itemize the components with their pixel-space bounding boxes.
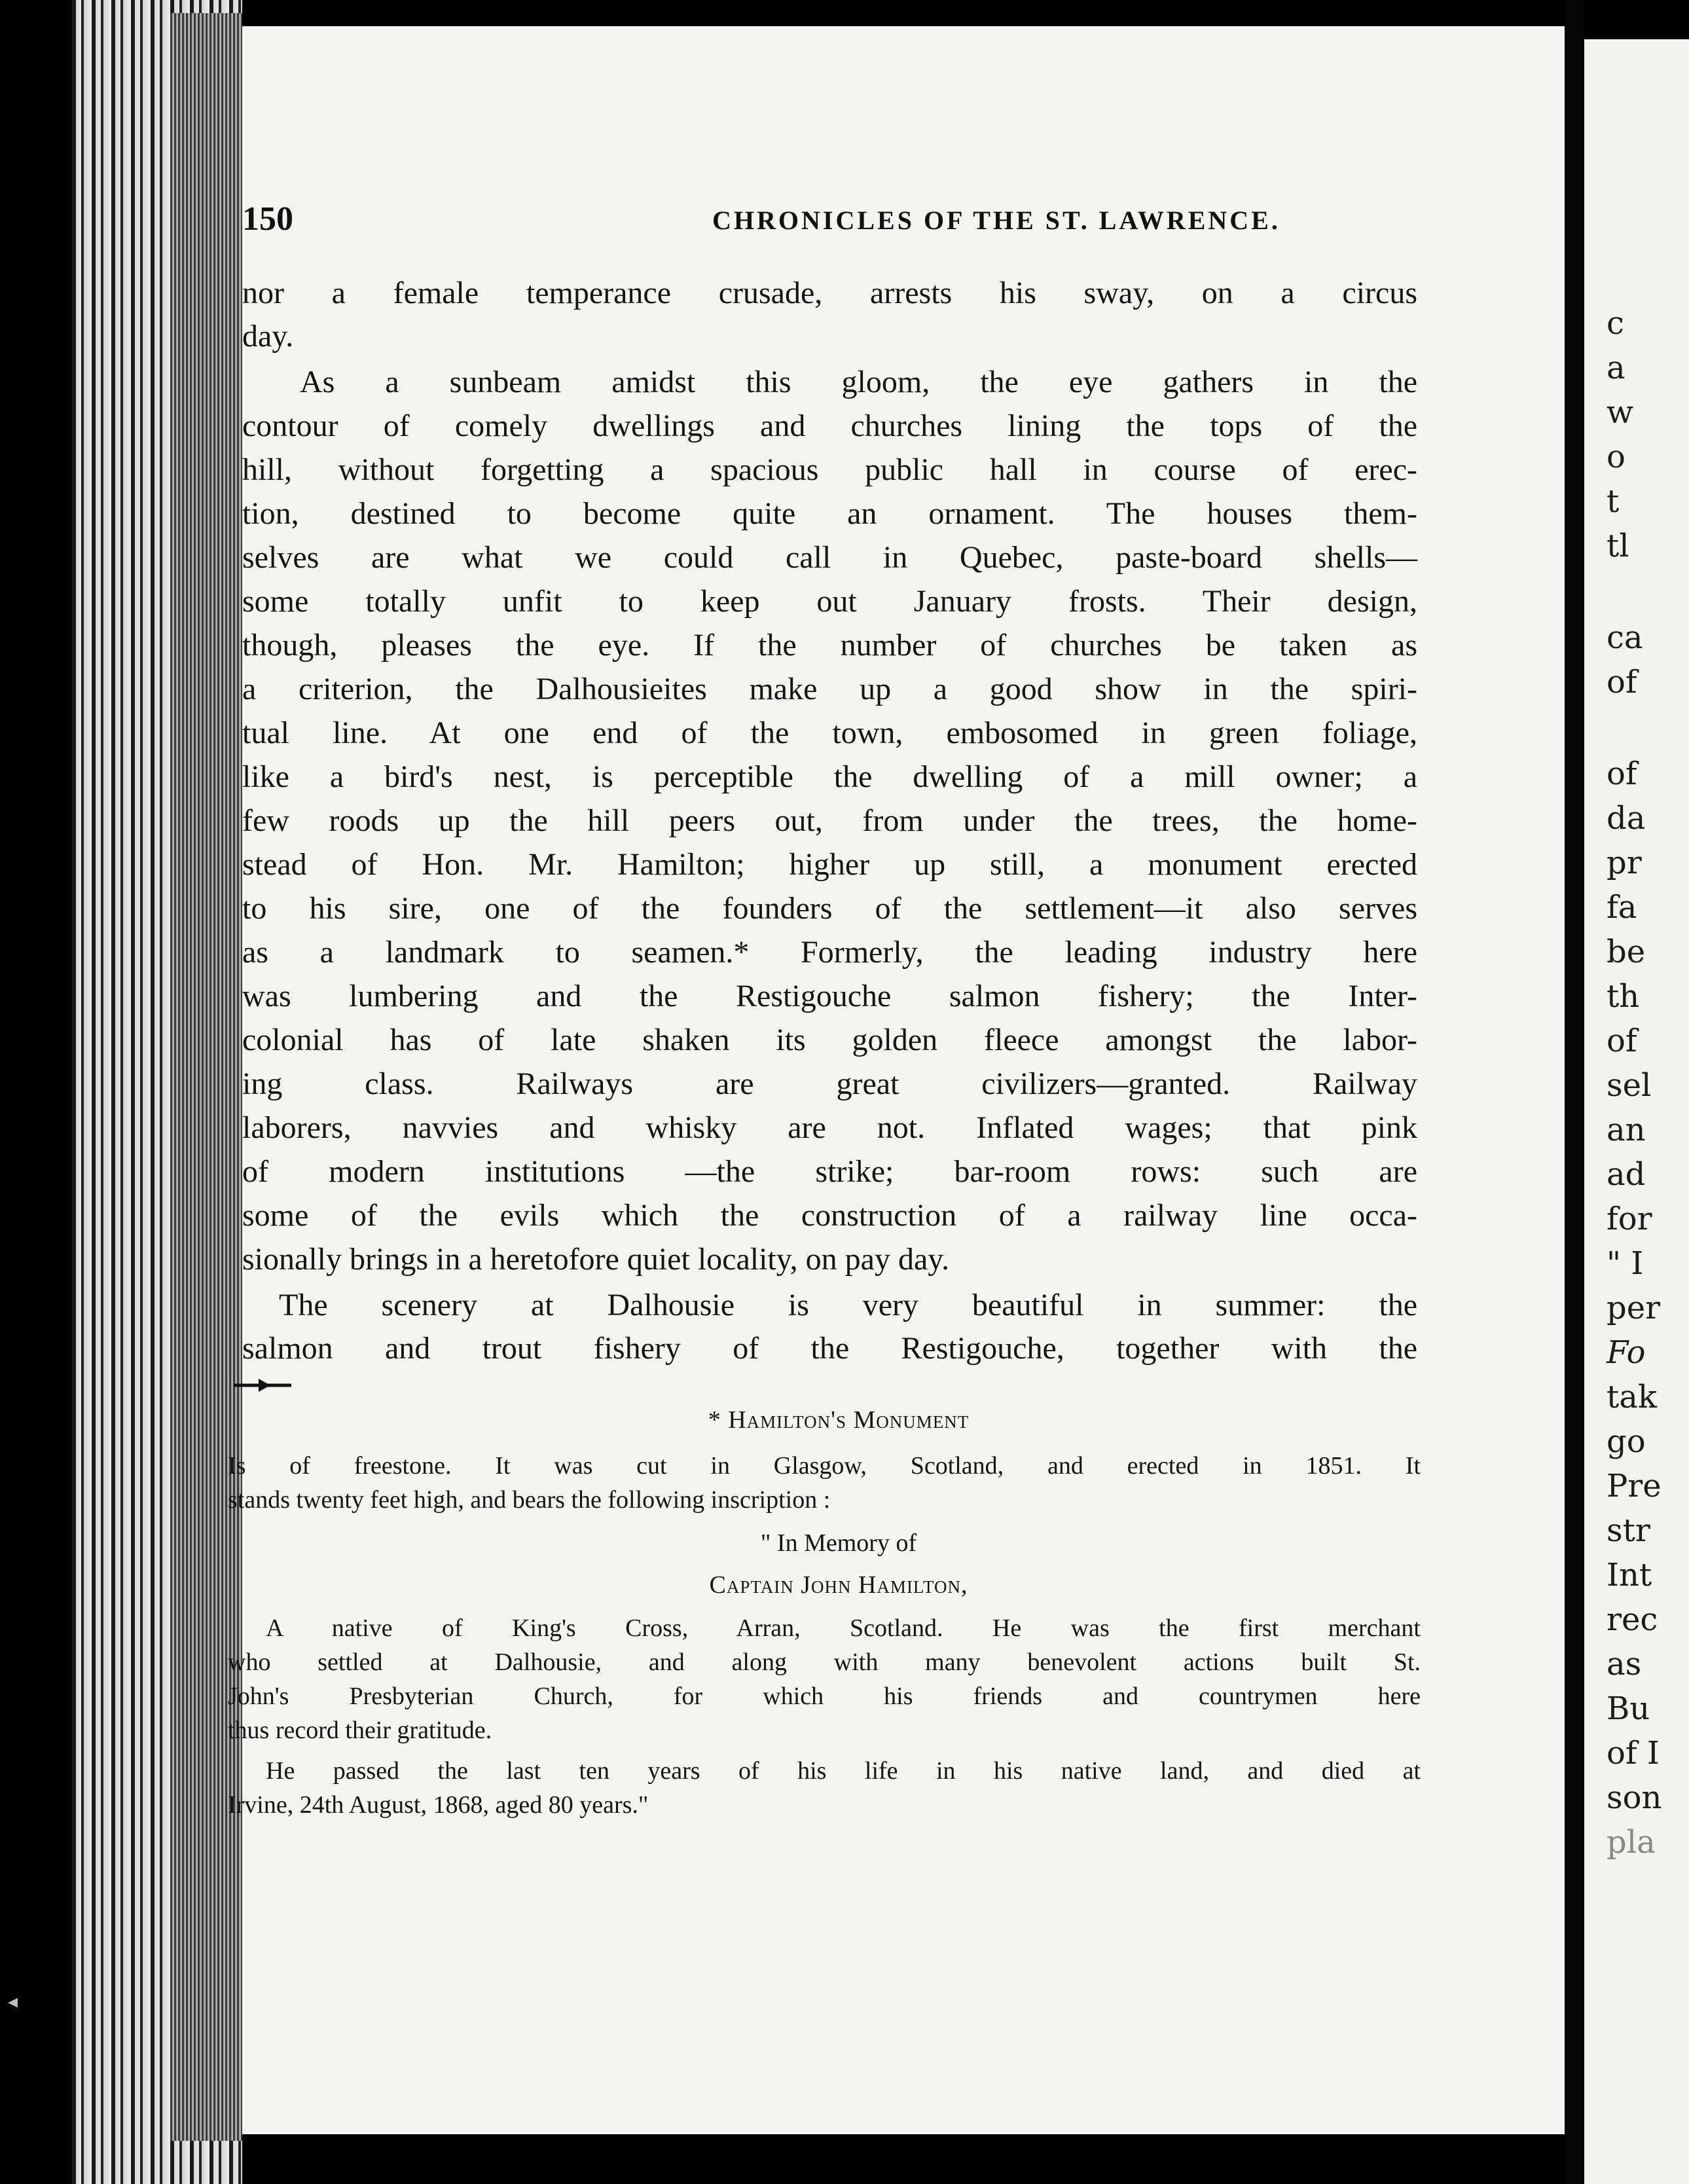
text-line: selves are what we could call in Quebec, paste-board shells— bbox=[242, 540, 1417, 575]
text-line: colonial has of late shaken its golden fleece amongst the labor- bbox=[242, 1023, 1417, 1057]
facing-line: Bu bbox=[1607, 1690, 1650, 1727]
footnote-line: John's Presbyterian Church, for which his friends and countrymen here bbox=[228, 1683, 1421, 1710]
facing-line: th bbox=[1607, 978, 1640, 1015]
book-page bbox=[228, 26, 1565, 2134]
footnote-line: who settled at Dalhousie, and along with many benevolent actions built St. bbox=[228, 1648, 1421, 1676]
text-line: was lumbering and the Restigouche salmon fishery; the Inter- bbox=[242, 979, 1417, 1013]
facing-line: str bbox=[1607, 1512, 1650, 1549]
gutter-shadow bbox=[1565, 0, 1584, 2184]
facing-line: a bbox=[1607, 350, 1625, 386]
text-line: ing class. Railways are great civilizers—granted. Railway bbox=[242, 1066, 1417, 1101]
facing-line: Fo bbox=[1607, 1334, 1646, 1371]
facing-line: da bbox=[1607, 800, 1646, 837]
facing-line: fa bbox=[1607, 889, 1637, 926]
facing-line: be bbox=[1607, 934, 1646, 970]
footnote-line: He passed the last ten years of his life in his native land, and died at bbox=[266, 1757, 1421, 1785]
text-line: though, pleases the eye. If the number of churches be taken as bbox=[242, 628, 1417, 663]
facing-line: t bbox=[1607, 483, 1620, 520]
text-line: The scenery at Dalhousie is very beautiful in summer: the bbox=[279, 1288, 1417, 1322]
facing-line: ad bbox=[1607, 1156, 1646, 1193]
facing-line: of bbox=[1607, 664, 1637, 701]
facing-line: o bbox=[1607, 439, 1625, 475]
footnote-line: stands twenty feet high, and bears the following inscription : bbox=[228, 1486, 831, 1514]
text-line: tion, destined to become quite an ornament. The houses them- bbox=[242, 496, 1417, 531]
text-line: hill, without forgetting a spacious public hall in course of erec- bbox=[242, 452, 1417, 487]
text-line: like a bird's nest, is perceptible the dwelling of a mill owner; a bbox=[242, 759, 1417, 794]
page-block-edges-inner bbox=[170, 13, 242, 2141]
facing-line: Pre bbox=[1607, 1468, 1662, 1504]
binding-clip-mark: ◂ bbox=[8, 1990, 18, 2013]
footnote-line: A native of King's Cross, Arran, Scotland. He was the first merchant bbox=[266, 1614, 1421, 1642]
facing-line: as bbox=[1607, 1646, 1642, 1683]
text-line: stead of Hon. Mr. Hamilton; higher up still, a monument erected bbox=[242, 847, 1417, 882]
facing-line: an bbox=[1607, 1112, 1646, 1148]
text-line: salmon and trout fishery of the Restigouche, together with the bbox=[242, 1331, 1417, 1366]
text-line: sionally brings in a heretofore quiet locality, on pay day. bbox=[242, 1242, 950, 1277]
facing-line: sel bbox=[1607, 1067, 1652, 1104]
facing-line: " I bbox=[1607, 1245, 1644, 1282]
footnote-line: Irvine, 24th August, 1868, aged 80 years." bbox=[228, 1791, 649, 1819]
facing-line: rec bbox=[1607, 1601, 1658, 1638]
text-line: of modern institutions —the strike; bar-room rows: such are bbox=[242, 1154, 1417, 1189]
facing-line: tak bbox=[1607, 1379, 1657, 1415]
footnote-line: Is of freestone. It was cut in Glasgow, Scotland, and erected in 1851. It bbox=[228, 1452, 1421, 1480]
footnote-line: thus record their gratitude. bbox=[228, 1717, 492, 1744]
text-line: nor a female temperance crusade, arrests his sway, on a circus bbox=[242, 276, 1417, 310]
footnote-separator bbox=[232, 1375, 311, 1401]
facing-line: Int bbox=[1607, 1557, 1652, 1593]
text-line: laborers, navvies and whisky are not. Inflated wages; that pink bbox=[242, 1110, 1417, 1145]
text-line: few roods up the hill peers out, from under the trees, the home- bbox=[242, 803, 1417, 838]
facing-line: pla bbox=[1607, 1824, 1656, 1861]
page-header bbox=[242, 200, 1565, 239]
facing-line: son bbox=[1607, 1779, 1662, 1816]
facing-line: of I bbox=[1607, 1735, 1660, 1772]
facing-page bbox=[1584, 39, 1689, 2184]
inscription-name: Captain John Hamilton, bbox=[709, 1571, 968, 1599]
text-line: some of the evils which the construction of a railway line occa- bbox=[242, 1198, 1417, 1233]
text-line: some totally unfit to keep out January frosts. Their design, bbox=[242, 584, 1417, 619]
page-block-edges bbox=[72, 0, 242, 2184]
facing-line: of bbox=[1607, 1023, 1637, 1059]
facing-line: tl bbox=[1607, 528, 1629, 564]
text-line: tual line. At one end of the town, embosomed in green foliage, bbox=[242, 716, 1417, 750]
text-line: contour of comely dwellings and churches lining the tops of the bbox=[242, 409, 1417, 443]
inscription-line: " In Memory of bbox=[760, 1529, 917, 1557]
facing-line: of bbox=[1607, 755, 1637, 792]
facing-line: c bbox=[1607, 305, 1624, 342]
facing-line: for bbox=[1607, 1201, 1652, 1237]
facing-line: ca bbox=[1607, 619, 1643, 656]
page-number: 150 bbox=[242, 200, 293, 238]
running-head: CHRONICLES OF THE ST. LAWRENCE. bbox=[712, 206, 1280, 235]
footnote-heading: * Hamilton's Monument bbox=[708, 1406, 970, 1434]
text-line: as a landmark to seamen.* Formerly, the leading industry here bbox=[242, 935, 1417, 970]
facing-line: pr bbox=[1607, 845, 1642, 881]
text-line: As a sunbeam amidst this gloom, the eye gathers in the bbox=[300, 365, 1417, 399]
text-line: day. bbox=[242, 319, 294, 354]
facing-line: go bbox=[1607, 1423, 1646, 1460]
text-line: a criterion, the Dalhousieites make up a good show in the spiri- bbox=[242, 672, 1417, 706]
facing-line: w bbox=[1607, 394, 1634, 431]
facing-line: per bbox=[1607, 1290, 1661, 1326]
text-line: to his sire, one of the founders of the settlement—it also serves bbox=[242, 891, 1417, 926]
